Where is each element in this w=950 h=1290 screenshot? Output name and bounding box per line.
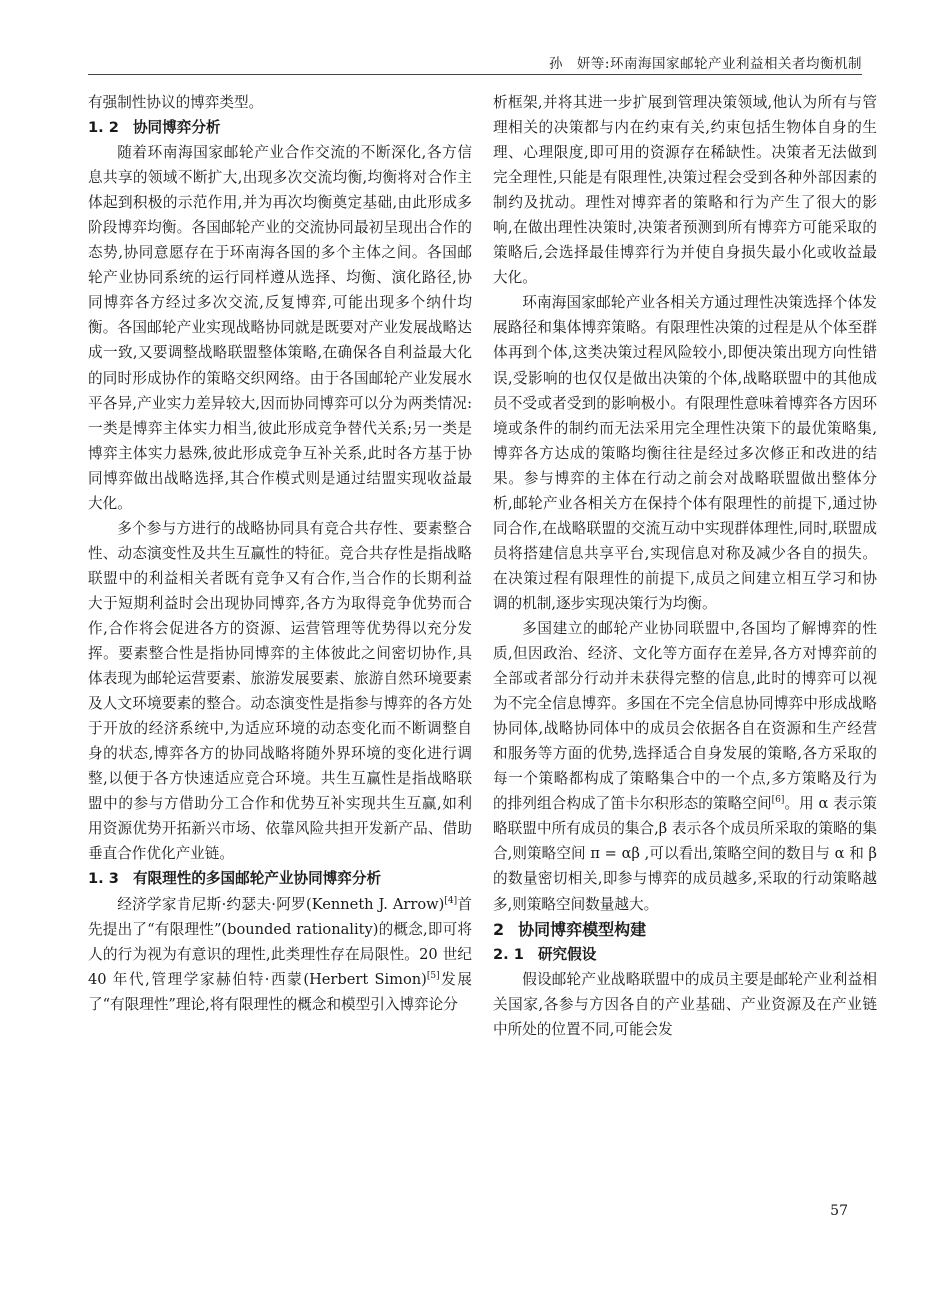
paragraph: 经济学家肯尼斯·约瑟夫·阿罗(Kenneth J. Arrow)[4]首先提出了“有限理性”(bounded rationality)的概念,即可将人的行为视为有意识的理性,此类理性存在局限性。20 世纪 40 年代,管理学家赫伯特·西蒙(Herbert Simon)[5]发展了“有限理性”理论,将有限理性的概念和模型引入博弈论分 <box>88 895 472 1013</box>
section-heading-1-2: 1. 2 协同博弈分析 <box>88 119 221 137</box>
page-number: 57 <box>830 1203 848 1219</box>
right-column <box>493 90 877 1042</box>
citation-ref: [5] <box>426 970 440 981</box>
paragraph: 假设邮轮产业战略联盟中的成员主要是邮轮产业利益相关国家,各参与方因各自的产业基础、产业资源及在产业链中所处的位置不同,可能会发 <box>493 970 877 1038</box>
section-heading-1-3: 1. 3 有限理性的多国邮轮产业协同博弈分析 <box>88 870 382 888</box>
paragraph: 随着环南海国家邮轮产业合作交流的不断深化,各方信息共享的领域不断扩大,出现多次交流均衡,均衡将对合作主体起到积极的示范作用,并为再次均衡奠定基础,由此形成多阶段博弈均衡。各国邮轮产业的交流协同最初呈现出合作的态势,协同意愿存在于环南海各国的多个主体之间。各国邮轮产业协同系统的运行同样遵从选择、均衡、演化路径,协同博弈各方经过多次交流,反复博弈,可能出现多个纳什均衡。各国邮轮产业实现战略协同就是既要对产业发展战略达成一致,又要调整战略联盟整体策略,在确保各自利益最大化的同时形成协作的策略交织网络。由于各国邮轮产业发展水平各异,产业实力差异较大,因而协同博弈可以分为两类情况:一类是博弈主体实力相当,彼此形成竞争替代关系;另一类是博弈主体实力悬殊,彼此形成竞争互补关系,此时各方基于协同博弈做出战略选择,其合作模式则是通过结盟实现收益最大化。 <box>88 144 472 512</box>
section-heading-2-1: 2. 1 研究假设 <box>493 945 597 963</box>
citation-ref: [4] <box>444 895 458 906</box>
running-header: 孙 妍等:环南海国家邮轮产业利益相关者均衡机制 <box>548 56 862 72</box>
section-heading-2: 2 协同博弈模型构建 <box>493 919 647 939</box>
paragraph: 多国建立的邮轮产业协同联盟中,各国均了解博弈的性质,但因政治、经济、文化等方面存在差异,各方对博弈前的全部或者部分行动并未获得完整的信息,此时的博弈可以视为不完全信息博弈。多国在不完全信息协同博弈中形成战略协同体,战略协同体中的成员会依据各自在资源和生产经营和服务等方面的优势,选择适合自身发展的策略,各方采取的每一个策略都构成了策略集合中的一个点,多方策略及行为的排列组合构成了笛卡尔积形态的策略空间[6]。用 α 表示策略联盟中所有成员的集合,β 表示各个成员所采取的策略的集合,则策略空间 π = αβ ,可以看出,策略空间的数目与 α 和 β 的数量密切相关,即参与博弈的成员越多,采取的行动策略越多,则策略空间数量越大。 <box>493 619 877 913</box>
paragraph: 多个参与方进行的战略协同具有竞合共存性、要素整合性、动态演变性及共生互赢性的特征。竞合共存性是指战略联盟中的利益相关者既有竞争又有合作,当合作的长期利益大于短期利益时会出现协同博弈,各方为取得竞争优势而合作,合作将会促进各方的资源、运营管理等优势得以充分发挥。要素整合性是指协同博弈的主体彼此之间密切协作,具体表现为邮轮运营要素、旅游发展要素、旅游自然环境要素及人文环境要素的整合。动态演变性是指参与博弈的各方处于开放的经济系统中,为适应环境的动态变化而不断调整自身的状态,博弈各方的协同战略将随外界环境的变化进行调整,以便于各方快速适应竞合环境。共生互赢性是指战略联盟中的参与方借助分工合作和优势互补实现共生互赢,如利用资源优势开拓新兴市场、依靠风险共担开发新产品、借助垂直合作优化产业链。 <box>88 519 472 863</box>
header-rule <box>88 74 862 75</box>
citation-ref: [6] <box>771 795 785 806</box>
paragraph-continued: 有强制性协议的博弈类型。 <box>88 94 264 111</box>
paragraph: 环南海国家邮轮产业各相关方通过理性决策选择个体发展路径和集体博弈策略。有限理性决策的过程是从个体至群体再到个体,这类决策过程风险较小,即便决策出现方向性错误,受影响的也仅仅是做出决策的个体,战略联盟中的其他成员不受或者受到的影响极小。有限理性意味着博弈各方因环境或条件的制约而无法采用完全理性决策下的最优策略集,博弈各方达成的策略均衡往往是经过多次修正和改进的结果。参与博弈的主体在行动之前会对战略联盟做出整体分析,邮轮产业各相关方在保持个体有限理性的前提下,通过协同合作,在战略联盟的交流互动中实现群体理性,同时,联盟成员将搭建信息共享平台,实现信息对称及减少各自的损失。在决策过程有限理性的前提下,成员之间建立相互学习和协调的机制,逐步实现决策行为均衡。 <box>493 294 877 612</box>
left-column <box>88 90 472 1017</box>
paragraph-continued: 析框架,并将其进一步扩展到管理决策领域,他认为所有与管理相关的决策都与内在约束有关,约束包括生物体自身的生理、心理限度,即可用的资源存在稀缺性。决策者无法做到完全理性,只能是有限理性,决策过程会受到各种外部因素的制约及扰动。理性对博弈者的策略和行为产生了很大的影响,在做出理性决策时,决策者预测到所有博弈方可能采取的策略后,会选择最佳博弈行为并使自身损失最小化或收益最大化。 <box>493 94 877 287</box>
